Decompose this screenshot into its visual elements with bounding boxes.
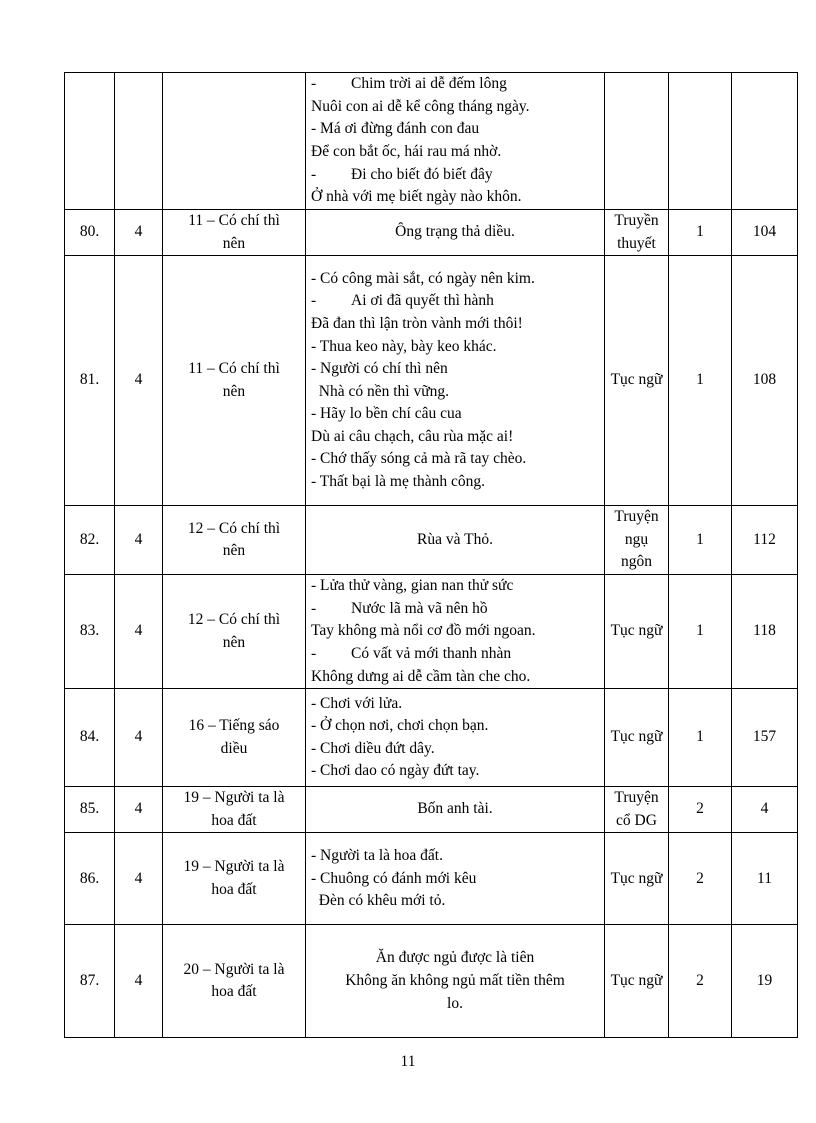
genre-cell-line: ngụ — [624, 530, 649, 548]
row-number: 86. — [65, 833, 115, 925]
bullet-dash: - — [311, 292, 317, 310]
page-cell: 112 — [732, 506, 798, 575]
genre-cell-line: ngôn — [621, 553, 652, 571]
content-line — [311, 738, 599, 761]
content-text: Ăn được ngủ được là tiên — [375, 949, 535, 967]
unit-cell-line: 16 – Tiếng sáo — [188, 717, 280, 735]
row-number: 87. — [65, 925, 115, 1038]
content-text: - Người có chí thì nên — [311, 360, 448, 378]
unit-cell — [163, 506, 306, 575]
content-text: Chim trời ai dễ đếm lông — [351, 75, 507, 93]
unit-cell — [163, 833, 306, 925]
content-cell — [306, 925, 605, 1038]
content-cell — [306, 689, 605, 787]
content-text: lo. — [447, 994, 463, 1012]
content-line — [311, 993, 599, 1016]
unit-cell-line: hoa đất — [211, 811, 257, 829]
genre-cell-line: Truyện — [614, 789, 659, 807]
content-line — [311, 336, 599, 359]
content-line — [311, 403, 599, 426]
content-text: - Chuông có đánh mới kêu — [311, 869, 477, 887]
content-line — [311, 186, 599, 209]
unit-cell-line: 12 – Có chí thì — [187, 611, 281, 629]
content-text: - Có công mài sắt, có ngày nên kim. — [311, 269, 535, 287]
table-row — [65, 787, 798, 833]
genre-cell — [605, 256, 669, 506]
content-line — [311, 313, 599, 336]
content-line — [311, 666, 599, 689]
content-line — [311, 970, 599, 993]
proverb-table — [64, 72, 798, 1038]
bullet-dash: - — [311, 75, 317, 93]
unit-cell-line: diều — [220, 739, 248, 757]
grade-cell: 4 — [115, 833, 163, 925]
content-line — [311, 96, 599, 119]
genre-cell — [605, 833, 669, 925]
content-line — [311, 529, 599, 552]
page-cell: 11 — [732, 833, 798, 925]
content-text: Nước lã mà vã nên hồ — [351, 599, 488, 617]
content-text: Rùa và Thỏ. — [417, 530, 493, 548]
content-line — [311, 221, 599, 244]
grade-cell: 4 — [115, 689, 163, 787]
content-line — [311, 575, 599, 598]
content-text: - Chơi dao có ngày đứt tay. — [311, 762, 480, 780]
content-text: Ở nhà với mẹ biết ngày nào khôn. — [311, 188, 522, 206]
page-cell: 108 — [732, 256, 798, 506]
unit-cell-line: nên — [222, 542, 246, 560]
content-line — [311, 358, 599, 381]
table-row — [65, 210, 798, 256]
table-row — [65, 73, 798, 210]
genre-cell — [605, 73, 669, 210]
volume-cell: 2 — [669, 925, 732, 1038]
content-line — [311, 643, 599, 666]
unit-cell-line: hoa đất — [211, 880, 257, 898]
volume-cell: 1 — [669, 256, 732, 506]
bullet-dash: - — [311, 599, 317, 617]
content-text: Ông trạng thả diều. — [395, 223, 515, 241]
content-text: Không ăn không ngủ mất tiền thêm — [345, 972, 565, 990]
content-text: - Hãy lo bền chí câu cua — [311, 405, 462, 423]
content-line — [311, 268, 599, 291]
row-number — [65, 73, 115, 210]
content-line — [311, 381, 599, 404]
grade-cell: 4 — [115, 210, 163, 256]
grade-cell: 4 — [115, 506, 163, 575]
content-text: Ai ơi đã quyết thì hành — [351, 292, 494, 310]
genre-cell-line: Truyền — [614, 212, 659, 229]
content-line — [311, 868, 599, 891]
unit-cell-line: 20 – Người ta là — [183, 960, 285, 978]
content-text: Đèn có khêu mới tỏ. — [311, 892, 446, 910]
content-line — [311, 73, 599, 96]
content-cell — [306, 833, 605, 925]
content-line — [311, 798, 599, 821]
grade-cell: 4 — [115, 787, 163, 833]
content-text: - Thua keo này, bày keo khác. — [311, 337, 497, 355]
content-text: Bốn anh tài. — [417, 800, 493, 818]
unit-cell — [163, 256, 306, 506]
content-line — [311, 448, 599, 471]
content-cell — [306, 210, 605, 256]
unit-cell — [163, 575, 306, 689]
genre-cell — [605, 787, 669, 833]
page-cell: 157 — [732, 689, 798, 787]
content-text: Để con bắt ốc, hái rau má nhờ. — [311, 143, 502, 160]
unit-cell — [163, 73, 306, 210]
page-cell: 118 — [732, 575, 798, 689]
genre-cell-line: cổ DG — [616, 811, 657, 829]
content-cell — [306, 506, 605, 575]
row-number: 85. — [65, 787, 115, 833]
page-cell: 19 — [732, 925, 798, 1038]
content-line — [311, 693, 599, 716]
content-text: Có vất vả mới thanh nhàn — [351, 644, 512, 662]
content-text: - Lửa thử vàng, gian nan thử sức — [311, 577, 514, 595]
genre-cell-line: Tục ngữ — [610, 622, 663, 640]
grade-cell: 4 — [115, 925, 163, 1038]
page-cell: 104 — [732, 210, 798, 256]
grade-cell — [115, 73, 163, 210]
unit-cell — [163, 210, 306, 256]
row-number: 84. — [65, 689, 115, 787]
content-line — [311, 760, 599, 783]
content-text: - Chơi với lửa. — [311, 694, 403, 712]
genre-cell-line: thuyết — [617, 234, 656, 252]
content-text: - Má ơi đừng đánh con đau — [311, 120, 480, 138]
genre-cell — [605, 506, 669, 575]
content-line — [311, 164, 599, 187]
volume-cell: 1 — [669, 575, 732, 689]
bullet-dash: - — [311, 165, 317, 183]
content-text: Đi cho biết đó biết đây — [351, 165, 493, 183]
genre-cell-line: Tục ngữ — [610, 371, 663, 389]
unit-cell — [163, 689, 306, 787]
row-number: 81. — [65, 256, 115, 506]
table-body — [65, 73, 798, 1038]
genre-cell — [605, 210, 669, 256]
bullet-dash: - — [311, 644, 317, 662]
content-line — [311, 620, 599, 643]
table-row — [65, 575, 798, 689]
content-text: - Chớ thấy sóng cả mà rã tay chèo. — [311, 450, 527, 468]
content-cell — [306, 73, 605, 210]
volume-cell: 1 — [669, 689, 732, 787]
unit-cell-line: 11 – Có chí thì — [188, 212, 280, 229]
content-line — [311, 118, 599, 141]
row-number: 80. — [65, 210, 115, 256]
page-cell — [732, 73, 798, 210]
table-row — [65, 256, 798, 506]
table-row — [65, 689, 798, 787]
content-cell — [306, 787, 605, 833]
content-line — [311, 845, 599, 868]
content-text: Tay không mà nổi cơ đồ mới ngoan. — [311, 622, 536, 640]
content-line — [311, 890, 599, 913]
genre-cell-line: Tục ngữ — [610, 869, 663, 887]
unit-cell-line: 19 – Người ta là — [183, 858, 285, 876]
content-line — [311, 141, 599, 164]
volume-cell: 1 — [669, 210, 732, 256]
unit-cell — [163, 787, 306, 833]
content-text: - Ở chọn nơi, chơi chọn bạn. — [311, 717, 489, 735]
content-text: Đã đan thì lận tròn vành mới thôi! — [311, 314, 523, 332]
genre-cell — [605, 925, 669, 1038]
genre-cell — [605, 689, 669, 787]
unit-cell-line: nên — [222, 234, 246, 252]
genre-cell-line: Truyện — [614, 508, 659, 526]
grade-cell: 4 — [115, 256, 163, 506]
grade-cell: 4 — [115, 575, 163, 689]
content-line — [311, 715, 599, 738]
content-line — [311, 471, 599, 494]
content-text: - Người ta là hoa đất. — [311, 846, 443, 864]
content-text: Nuôi con ai dễ kể công tháng ngày. — [311, 97, 530, 115]
content-cell — [306, 256, 605, 506]
content-line — [311, 426, 599, 449]
content-cell — [306, 575, 605, 689]
volume-cell — [669, 73, 732, 210]
unit-cell-line: hoa đất — [211, 983, 257, 1001]
table-row — [65, 506, 798, 575]
unit-cell-line: nên — [222, 382, 246, 400]
table-row — [65, 925, 798, 1038]
genre-cell-line: Tục ngữ — [610, 728, 663, 746]
unit-cell — [163, 925, 306, 1038]
unit-cell-line: 12 – Có chí thì — [187, 519, 281, 537]
table-row — [65, 833, 798, 925]
content-line — [311, 598, 599, 621]
unit-cell-line: 11 – Có chí thì — [188, 360, 280, 378]
page-cell: 4 — [732, 787, 798, 833]
volume-cell: 2 — [669, 833, 732, 925]
content-line — [311, 290, 599, 313]
row-number: 83. — [65, 575, 115, 689]
volume-cell: 2 — [669, 787, 732, 833]
content-text: Dù ai câu chạch, câu rùa mặc ai! — [311, 427, 514, 445]
page-number: 11 — [400, 1053, 416, 1070]
content-text: Nhà có nền thì vững. — [311, 382, 449, 400]
content-text: Không dưng ai dễ cầm tàn che cho. — [311, 667, 531, 685]
content-text: - Chơi diều đứt dây. — [311, 739, 435, 757]
genre-cell-line: Tục ngữ — [610, 972, 663, 990]
genre-cell — [605, 575, 669, 689]
content-line — [311, 947, 599, 970]
unit-cell-line: 19 – Người ta là — [183, 789, 285, 807]
content-text: - Thất bại là mẹ thành công. — [311, 473, 486, 491]
row-number: 82. — [65, 506, 115, 575]
unit-cell-line: nên — [222, 633, 246, 651]
volume-cell: 1 — [669, 506, 732, 575]
